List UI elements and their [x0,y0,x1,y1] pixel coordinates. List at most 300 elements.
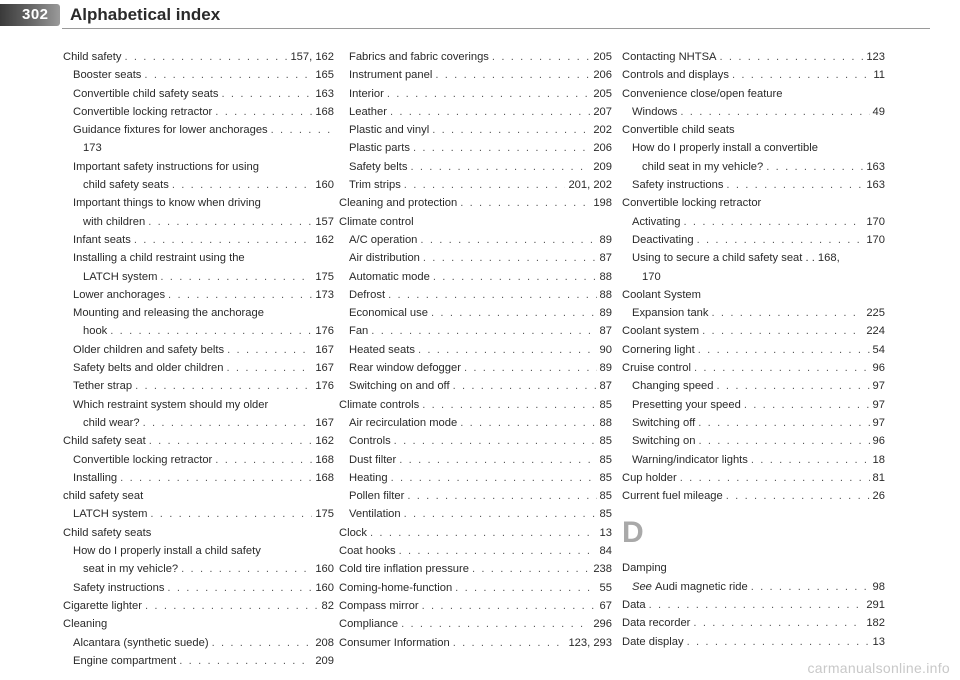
entry-text: Cornering light [622,343,695,356]
entry-text: Windows [632,105,678,118]
entry-text: Consumer Information [339,636,450,649]
page-reference: 168 [315,453,334,466]
page-reference: 123 [866,51,885,63]
page-reference: 198 [593,197,612,210]
page-reference: 13 [599,526,612,539]
page-reference: 202 [593,124,612,137]
index-entry [622,286,885,304]
index-entry [622,487,885,505]
index-subentry [622,249,885,286]
entry-text: Data [622,599,646,612]
dot-leader [717,377,870,395]
page-reference: 90 [599,343,612,356]
entry-text: Controls and displays [622,69,729,82]
index-entry [339,560,612,578]
entry-text: Fabrics and fabric coverings [349,51,489,63]
index-subentry [63,451,334,469]
entry-text: Audi magnetic ride [655,580,748,593]
entry-line [73,103,334,121]
entry-text: Child safety [63,51,122,63]
entry-line [73,194,334,212]
index-subentry [339,432,612,450]
entry-line [73,231,334,249]
dot-leader [422,597,597,615]
dot-leader [420,231,596,249]
entry-line [349,432,612,450]
entry-text: Compass mirror [339,599,419,612]
dot-leader [410,158,590,176]
entry-line [632,451,885,469]
index-subentry [339,66,612,84]
page-reference: 87 [599,252,612,265]
entry-continuation: child wear? [83,416,140,429]
page-reference: 163 [315,87,334,100]
entry-line [349,103,612,121]
dot-leader [697,231,864,249]
entry-text: Alcantara (synthetic suede) [73,636,209,649]
dot-leader [453,377,597,395]
entry-line [73,158,334,176]
entry-line [349,451,612,469]
entry-text: Controls [349,435,391,448]
page-reference: 11 [873,69,885,82]
entry-text: Coming-home-function [339,581,453,594]
entry-line [349,158,612,176]
entry-text: Convertible child safety seats [73,87,219,100]
index-entry [63,432,334,450]
index-subentry [339,469,612,487]
entry-text: Economical use [349,307,428,320]
index-subentry [339,322,612,340]
page-reference: 87 [599,325,612,338]
entry-line [632,432,885,450]
page-reference: 162 [315,435,334,448]
entry-text: Engine compartment [73,654,177,667]
index-entry [622,194,885,212]
index-subentry [63,579,334,597]
page-reference: 209 [593,160,612,173]
page-title: Alphabetical index [70,5,221,24]
page-reference: 123, 293 [568,636,612,649]
index-entry [63,524,334,542]
index-subentry [63,85,334,103]
index-subentry [339,103,612,121]
entry-line [63,432,334,450]
dot-leader [744,396,870,414]
dot-leader [227,359,313,377]
dot-leader [460,414,596,432]
entry-line [73,451,334,469]
dot-leader [680,103,869,121]
dot-leader [766,158,863,176]
dot-leader [680,469,870,487]
entry-line [349,341,612,359]
entry-text: Convertible locking retractor [73,453,213,466]
page-reference: 201, 202 [568,179,612,192]
page-reference: 225 [866,307,885,320]
dot-leader [431,304,597,322]
entry-text: Convenience close/open feature [622,87,783,100]
dot-leader [455,579,596,597]
index-subentry [63,286,334,304]
entry-text: Heating [349,471,388,484]
page-reference: 173 [315,288,334,301]
page-reference: 170 [642,270,661,283]
dot-leader [179,652,312,670]
index-entry [339,634,612,652]
index-subentry [622,213,885,231]
dot-leader [388,286,596,304]
dot-leader [698,414,869,432]
index-subentry [622,139,885,176]
entry-continuation-line [73,176,334,194]
index-entry [622,614,885,632]
page-reference: 89 [599,362,612,375]
index-subentry [339,341,612,359]
entry-line [73,359,334,377]
index-entry [622,559,885,577]
index-subentry [63,249,334,286]
dot-leader [720,48,864,66]
dot-leader [435,66,590,84]
entry-line [73,652,334,670]
entry-line [73,66,334,84]
index-subentry [63,158,334,195]
index-subentry [339,158,612,176]
entry-text: Trim strips [349,179,401,192]
entry-line [622,194,885,212]
index-subentry [63,505,334,523]
dot-leader [143,414,313,432]
page-reference: 207 [593,105,612,118]
index-subentry [63,469,334,487]
entry-line [339,597,612,615]
entry-line [73,469,334,487]
header-divider [62,28,930,29]
entry-line [622,121,885,139]
index-subentry [63,194,334,231]
dot-leader [404,176,566,194]
dot-leader [390,103,590,121]
entry-text: Safety instructions [73,581,165,594]
entry-line [632,377,885,395]
entry-text: Safety belts [349,160,408,173]
entry-line [339,542,612,560]
entry-continuation: child safety seats [83,179,169,192]
index-entry [622,596,885,614]
page-reference: 88 [599,288,612,301]
entry-line [622,48,885,66]
entry-line [349,505,612,523]
entry-line [73,341,334,359]
index-subentry [63,66,334,84]
page-reference: 163 [866,160,885,173]
entry-text: Current fuel mileage [622,490,723,503]
page-reference: 176 [315,325,334,338]
entry-text: Cup holder [622,471,677,484]
entry-line [63,597,334,615]
page-reference: 173 [83,142,102,155]
entry-text: Switching on [632,435,696,448]
entry-text: child safety seat [63,490,144,503]
index-subentry [622,396,885,414]
entry-text: Warning/indicator lights [632,453,748,466]
index-entry [622,322,885,340]
entry-line [622,341,885,359]
index-entry [63,597,334,615]
entry-continuation-line [632,268,885,286]
index-subentry [63,396,334,433]
page-reference: 81 [872,471,885,484]
entry-line [622,66,885,84]
page-reference: 85 [599,471,612,484]
page-reference: 67 [599,599,612,612]
index-subentry [339,286,612,304]
entry-text: Clock [339,526,367,539]
index-entry [339,396,612,414]
entry-text: Climate controls [339,398,420,411]
entry-text: Installing a child restraint using the [73,252,245,265]
dot-leader [215,103,312,121]
page-reference: 18 [872,453,885,466]
index-subentry [339,414,612,432]
dot-leader [399,542,597,560]
entry-line [632,176,885,194]
entry-text: Plastic and vinyl [349,124,430,137]
page-reference: 167 [315,416,334,429]
entry-line [622,596,885,614]
entry-line [339,213,612,231]
entry-text: Child safety seat [63,435,146,448]
entry-line [349,139,612,157]
index-subentry [63,542,334,579]
entry-line [349,414,612,432]
entry-text: Fan [349,325,369,338]
entry-line [63,487,334,505]
page-reference: 54 [872,343,885,356]
dot-leader [453,634,566,652]
index-subentry [63,341,334,359]
page-reference: 84 [599,545,612,558]
dot-leader [472,560,590,578]
dot-leader [120,469,312,487]
dot-leader [418,341,597,359]
index-column-3 [622,48,885,651]
dot-leader [168,286,312,304]
dot-leader [726,487,870,505]
page-reference: 182 [866,617,885,630]
entry-line [622,85,885,103]
entry-text: Dust filter [349,453,397,466]
dot-leader [407,487,596,505]
dot-leader [150,505,312,523]
page-reference: 170 [866,215,885,228]
index-subentry [622,103,885,121]
dot-leader [135,377,312,395]
entry-text: Convertible locking retractor [73,105,213,118]
dot-leader [732,66,870,84]
entry-line [339,524,612,542]
page-reference: 291 [866,599,885,612]
page-reference: 175 [315,270,334,283]
entry-line [73,377,334,395]
entry-line [73,542,334,560]
page-reference: 168 [315,105,334,118]
entry-line [349,66,612,84]
entry-text: Which restraint system should my older [73,398,269,411]
index-subentry [339,359,612,377]
dot-leader [433,268,597,286]
index-entry [339,597,612,615]
dot-leader [492,48,590,66]
page-reference: 89 [599,307,612,320]
entry-text: Presetting your speed [632,398,741,411]
entry-line [63,524,334,542]
dot-leader [370,524,597,542]
dot-leader [160,268,312,286]
entry-text: Booster seats [73,69,142,82]
entry-line [622,359,885,377]
entry-line [73,85,334,103]
index-subentry [339,231,612,249]
page-reference: 85 [599,453,612,466]
index-subentry [339,304,612,322]
entry-line [349,249,612,267]
entry-text: Safety instructions [632,179,724,192]
dot-leader [124,48,287,66]
entry-continuation: with children [83,215,146,228]
page-header [0,0,960,30]
index-subentry [622,304,885,322]
index-entry [339,213,612,231]
entry-continuation: LATCH system [83,270,158,283]
entry-text: Heated seats [349,343,415,356]
index-subentry [339,85,612,103]
entry-line [339,560,612,578]
entry-text: How do I properly install a convertible [632,142,818,155]
page-reference: 205 [593,87,612,100]
dot-leader [712,304,864,322]
watermark: carmanualsonline.info [807,660,950,676]
dot-leader [222,85,313,103]
entry-text: Lower anchorages [73,288,166,301]
page-reference: 97 [872,380,885,393]
page-reference: 167 [315,343,334,356]
page-reference: 296 [593,618,612,631]
entry-line [339,615,612,633]
page-reference: 165 [315,69,334,82]
entry-line [349,487,612,505]
entry-line [349,121,612,139]
dot-leader [181,560,312,578]
page-reference: 49 [872,105,885,118]
dot-leader [149,432,313,450]
page-reference: 170 [866,233,885,246]
dot-leader [167,579,312,597]
entry-line [349,85,612,103]
entry-text: Activating [632,215,681,228]
index-entry [622,469,885,487]
page-reference: 160 [315,581,334,594]
entry-text: Compliance [339,618,399,631]
entry-line [622,322,885,340]
page-reference: 160 [315,563,334,576]
dot-leader [423,249,597,267]
page-reference: 87 [599,380,612,393]
index-subentry [63,377,334,395]
entry-line [349,268,612,286]
dot-leader [401,615,590,633]
entry-text: Contacting NHTSA [622,51,717,63]
entry-text: Important safety instructions for using [73,160,259,173]
entry-line [349,304,612,322]
entry-text: Date display [622,635,684,648]
entry-text: Coolant system [622,325,700,338]
entry-text: Tether strap [73,380,133,393]
index-subentry [339,487,612,505]
index-subentry [63,652,334,670]
page-reference: 85 [599,398,612,411]
entry-text: Convertible child seats [622,124,735,137]
index-subentry [339,451,612,469]
see-reference: See [632,580,652,593]
entry-line [73,505,334,523]
page-reference: 98 [872,580,885,593]
page-reference: 96 [872,362,885,375]
page-reference: 206 [593,69,612,82]
entry-line [349,231,612,249]
page-reference: 85 [599,435,612,448]
page-reference: 88 [599,270,612,283]
page-reference: 157 [315,215,334,228]
entry-text: Instrument panel [349,69,433,82]
entry-line [632,139,885,157]
dot-leader [371,322,596,340]
index-subentry [339,505,612,523]
entry-line [622,559,885,577]
index-subentry [339,377,612,395]
dot-leader [212,634,313,652]
entry-continuation-line [73,268,334,286]
page-reference: 209 [315,654,334,667]
entry-line [73,249,334,267]
dot-leader [649,596,864,614]
page-reference: 97 [872,416,885,429]
index-entry [339,524,612,542]
entry-line [622,614,885,632]
entry-text: Cruise control [622,362,692,375]
dot-leader [413,139,590,157]
page-reference: 89 [599,233,612,246]
entry-text: Cleaning [63,618,108,631]
index-subentry [622,578,885,596]
entry-text: LATCH system [73,508,148,521]
entry-text: Expansion tank [632,307,709,320]
dot-leader [751,578,870,596]
page-reference: 224 [866,325,885,338]
page-reference: 96 [872,435,885,448]
entry-line [73,286,334,304]
entry-line [339,579,612,597]
entry-text: Cold tire inflation pressure [339,563,469,576]
entry-continuation-line [73,414,334,432]
entry-text: Switching off [632,416,696,429]
index-entry [63,615,334,633]
entry-text: Interior [349,87,384,100]
entry-text: Deactivating [632,233,694,246]
entry-text: Leather [349,105,387,118]
dot-leader [684,213,864,231]
